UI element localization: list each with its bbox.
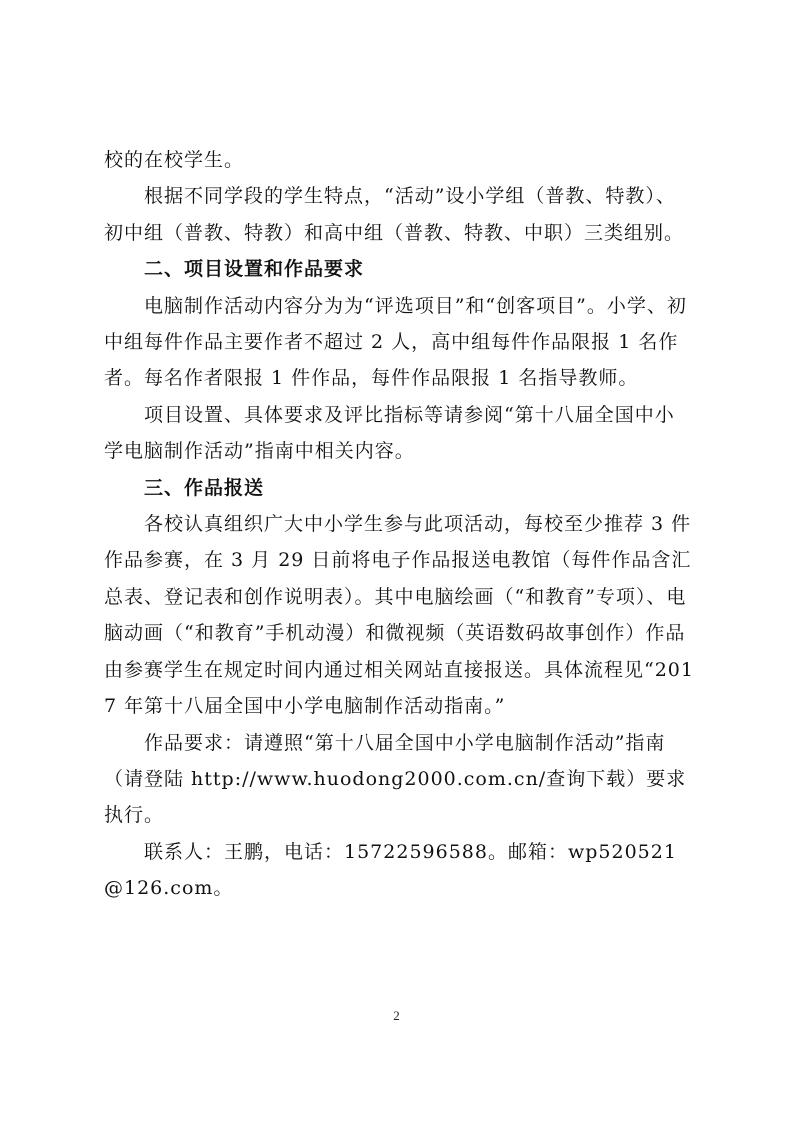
- document-body: [104, 142, 694, 907]
- paragraph-grouping: 根据不同学段的学生特点，“活动”设小学组（普教、特教）、初中组（普教、特教）和高中组（普教、特教、中职）三类组别。: [104, 185, 685, 244]
- paragraph-content-categories: 电脑制作活动内容分为为“评选项目”和“创客项目”。小学、初中组每件作品主要作者不超过 2 人，高中组每件作品限报 1 名作者。每名作者限报 1 件作品，每件作品限报 1 名指导教师。: [104, 294, 687, 390]
- paragraph-guide-reference: 项目设置、具体要求及评比指标等请参阅“第十八届全国中小学电脑制作活动”指南中相关内容。: [104, 403, 675, 463]
- paragraph-work-requirements: 作品要求：请遵照“第十八届全国中小学电脑制作活动”指南（请登陆 http://www.huodong2000.com.cn/查询下载）要求执行。: [104, 731, 687, 827]
- paragraph-submission-details: 各校认真组织广大中小学生参与此项活动，每校至少推荐 3 件作品参赛，在 3 月 29 日前将电子作品报送电教馆（每件作品含汇总表、登记表和创作说明表）。其中电脑绘画（“和教育”专项）、电脑动画（“和教育”手机动漫）和微视频（英语数码故事创作）作品由参赛学生在规定时间内通过相关网站直接报送。具体流程见“2017 年第十八届全国中小学电脑制作活动指南。”: [104, 513, 694, 718]
- page-number: 2: [393, 1008, 400, 1023]
- paragraph-continuation: 校的在校学生。: [104, 149, 245, 171]
- paragraph-contact: 联系人：王鹏，电话：15722596588。邮箱：wp520521@126.com。: [104, 840, 677, 900]
- section-heading-project-settings: 二、项目设置和作品要求: [144, 258, 365, 281]
- section-heading-submission: 三、作品报送: [144, 476, 265, 499]
